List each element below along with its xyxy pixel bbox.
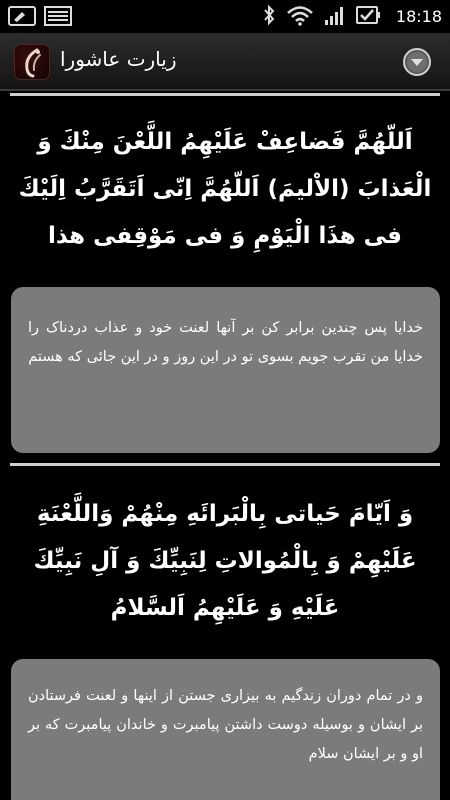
battery-icon bbox=[356, 4, 382, 30]
app-logo-icon[interactable] bbox=[14, 44, 50, 80]
bluetooth-icon bbox=[262, 4, 276, 30]
prayer-content[interactable] bbox=[0, 93, 450, 800]
translation-text: خدایا پس چندین برابر کن بر آنها لعنت خود و عذاب دردناک را خدایا من تقرب جویم بسوی تو در این روز و در این جائی که هستم bbox=[28, 320, 423, 365]
action-bar bbox=[0, 33, 450, 91]
picture-icon bbox=[44, 6, 72, 30]
wifi-icon bbox=[286, 4, 314, 30]
app-title: زیارت عاشورا bbox=[60, 47, 177, 71]
message-icon bbox=[8, 6, 36, 30]
section-divider bbox=[10, 93, 440, 96]
arabic-text: اَللّهُمَّ فَضاعِفْ عَلَیْهِمُ اللَّعْنَ مِنْكَ وَ الْعَذابَ (الاْلیمَ) اَللّهُمَّ اِنّی اَتَقَرَّبُ اِلَیْكَ فی هذَا الْیَوْمِ وَ فی مَوْقِفی هذا bbox=[18, 129, 432, 249]
status-time: 18:18 bbox=[395, 7, 442, 26]
translation-text: و در تمام دوران زندگیم به بیزاری جستن از اینها و لعنت فرستادن بر ایشان و بوسیله دوست داشتن پیامبرت و خاندان پیامبرت که بر او و بر ایشان سلام bbox=[28, 688, 423, 762]
status-bar bbox=[0, 0, 450, 33]
translation-card bbox=[11, 287, 440, 453]
signal-icon bbox=[324, 4, 346, 30]
translation-card bbox=[11, 659, 440, 800]
section-divider bbox=[10, 463, 440, 466]
dropdown-circle-icon[interactable] bbox=[402, 47, 432, 77]
arabic-text: وَ اَیّامَ حَیاتی بِالْبَرائَهِ مِنْهُمْ وَاللَّعْنَةِ عَلَیْهِمْ وَ بِالْمُوالاتِ لِنَبِیِّكَ وَ آلِ نَبِیِّكَ عَلَیْهِ وَ عَلَیْهِمُ اَلسَّلامُ bbox=[33, 501, 417, 621]
